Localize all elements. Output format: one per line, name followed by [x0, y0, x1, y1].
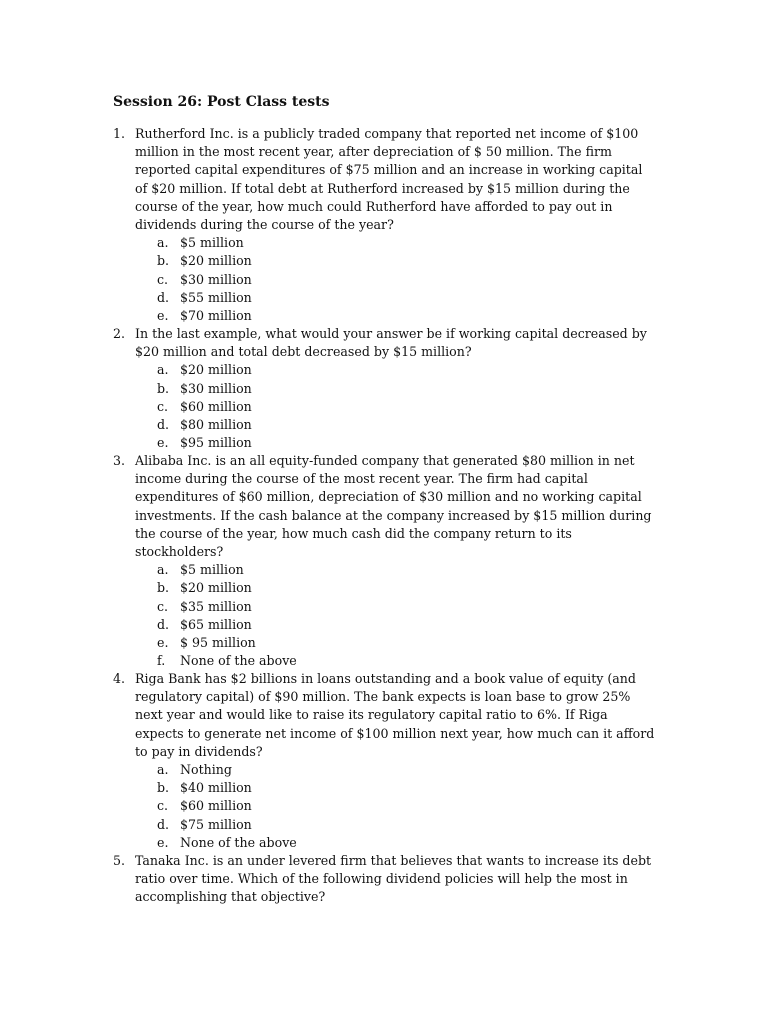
answer-option: [157, 797, 658, 815]
option-letter: e.: [157, 307, 169, 323]
question-4: [113, 670, 658, 852]
option-text: $20 million: [180, 362, 252, 378]
answer-option: [157, 380, 658, 398]
answer-option: [157, 834, 658, 852]
answer-option: [157, 416, 658, 434]
option-text: $95 million: [180, 435, 252, 451]
option-text: $80 million: [180, 416, 252, 432]
question-text: Riga Bank has $2 billions in loans outstanding and a book value of equity (and regulatory capital) of $90 million. The bank expects is loan base to grow 25% next year and would like to raise its regulatory capital ratio to 6%. If Riga expects to generate net income of $100 million next year, how much can it afford to pay in dividends?: [135, 671, 655, 759]
option-text: $40 million: [180, 780, 252, 796]
answer-option: [157, 652, 658, 670]
option-text: $60 million: [180, 798, 252, 814]
question-text: Alibaba Inc. is an all equity-funded company that generated $80 million in net income during the course of the most recent year. The firm had capital expenditures of $60 million, depreciation of $30 million and no working capital investments. If the cash balance at the company increased by $15 million during the course of the year, how much cash did the company return to its stockholders?: [135, 453, 652, 560]
answer-option: [157, 761, 658, 779]
option-letter: d.: [157, 816, 170, 832]
question-text: In the last example, what would your answer be if working capital decreased by $20 million and total debt decreased by $15 million?: [135, 326, 647, 360]
option-letter: a.: [157, 562, 169, 578]
option-text: $60 million: [180, 398, 252, 414]
option-text: Nothing: [180, 762, 232, 778]
option-text: $75 million: [180, 816, 252, 832]
answer-option: [157, 361, 658, 379]
answer-option: [157, 598, 658, 616]
answer-option: [157, 289, 658, 307]
answer-option: [157, 561, 658, 579]
option-letter: e.: [157, 634, 169, 650]
question-number: 1.: [113, 126, 126, 141]
question-3: [113, 452, 658, 670]
option-text: $5 million: [180, 562, 244, 578]
option-text: $20 million: [180, 253, 252, 269]
option-letter: c.: [157, 598, 169, 614]
question-number: 2.: [113, 326, 126, 341]
answer-option: [157, 816, 658, 834]
option-text: $65 million: [180, 616, 252, 632]
option-letter: c.: [157, 798, 169, 814]
answer-option: [157, 579, 658, 597]
question-number: 5.: [113, 853, 126, 868]
answer-options: [113, 234, 658, 325]
question-1: [113, 125, 658, 325]
option-letter: e.: [157, 435, 169, 451]
option-text: $5 million: [180, 235, 244, 251]
answer-options: [113, 361, 658, 452]
answer-options: [113, 761, 658, 852]
option-letter: b.: [157, 253, 170, 269]
option-text: $30 million: [180, 380, 252, 396]
question-2: [113, 325, 658, 452]
option-letter: a.: [157, 235, 169, 251]
option-letter: d.: [157, 616, 170, 632]
option-letter: b.: [157, 580, 170, 596]
option-text: None of the above: [180, 653, 297, 669]
option-letter: f.: [157, 653, 166, 669]
option-letter: e.: [157, 834, 169, 850]
option-text: $30 million: [180, 271, 252, 287]
answer-option: [157, 779, 658, 797]
page-title: Session 26: Post Class tests: [113, 94, 330, 110]
question-text: Rutherford Inc. is a publicly traded company that reported net income of $100 million in the most recent year, after depreciation of $ 50 million. The firm reported capital expenditures of $75 million and an increase in working capital of $20 million. If total debt at Rutherford increased by $15 million during the course of the year, how much could Rutherford have afforded to pay out in dividends during the course of the year?: [135, 126, 643, 233]
option-letter: d.: [157, 289, 170, 305]
answer-options: [113, 561, 658, 670]
option-letter: b.: [157, 780, 170, 796]
option-text: $35 million: [180, 598, 252, 614]
question-number: 3.: [113, 453, 126, 468]
option-text: $70 million: [180, 307, 252, 323]
answer-option: [157, 434, 658, 452]
answer-option: [157, 634, 658, 652]
answer-option: [157, 398, 658, 416]
question-5: [113, 852, 658, 907]
question-number: 4.: [113, 671, 126, 686]
answer-option: [157, 307, 658, 325]
answer-option: [157, 234, 658, 252]
option-letter: b.: [157, 380, 170, 396]
option-text: $55 million: [180, 289, 252, 305]
option-letter: d.: [157, 416, 170, 432]
option-letter: c.: [157, 398, 169, 414]
answer-option: [157, 271, 658, 289]
option-letter: c.: [157, 271, 169, 287]
option-text: None of the above: [180, 834, 297, 850]
option-letter: a.: [157, 762, 169, 778]
answer-option: [157, 616, 658, 634]
option-text: $20 million: [180, 580, 252, 596]
option-letter: a.: [157, 362, 169, 378]
option-text: $ 95 million: [180, 634, 256, 650]
question-text: Tanaka Inc. is an under levered firm that believes that wants to increase its debt ratio over time. Which of the following dividend policies will help the most in accomplishing that objective?: [135, 853, 652, 905]
answer-option: [157, 252, 658, 270]
